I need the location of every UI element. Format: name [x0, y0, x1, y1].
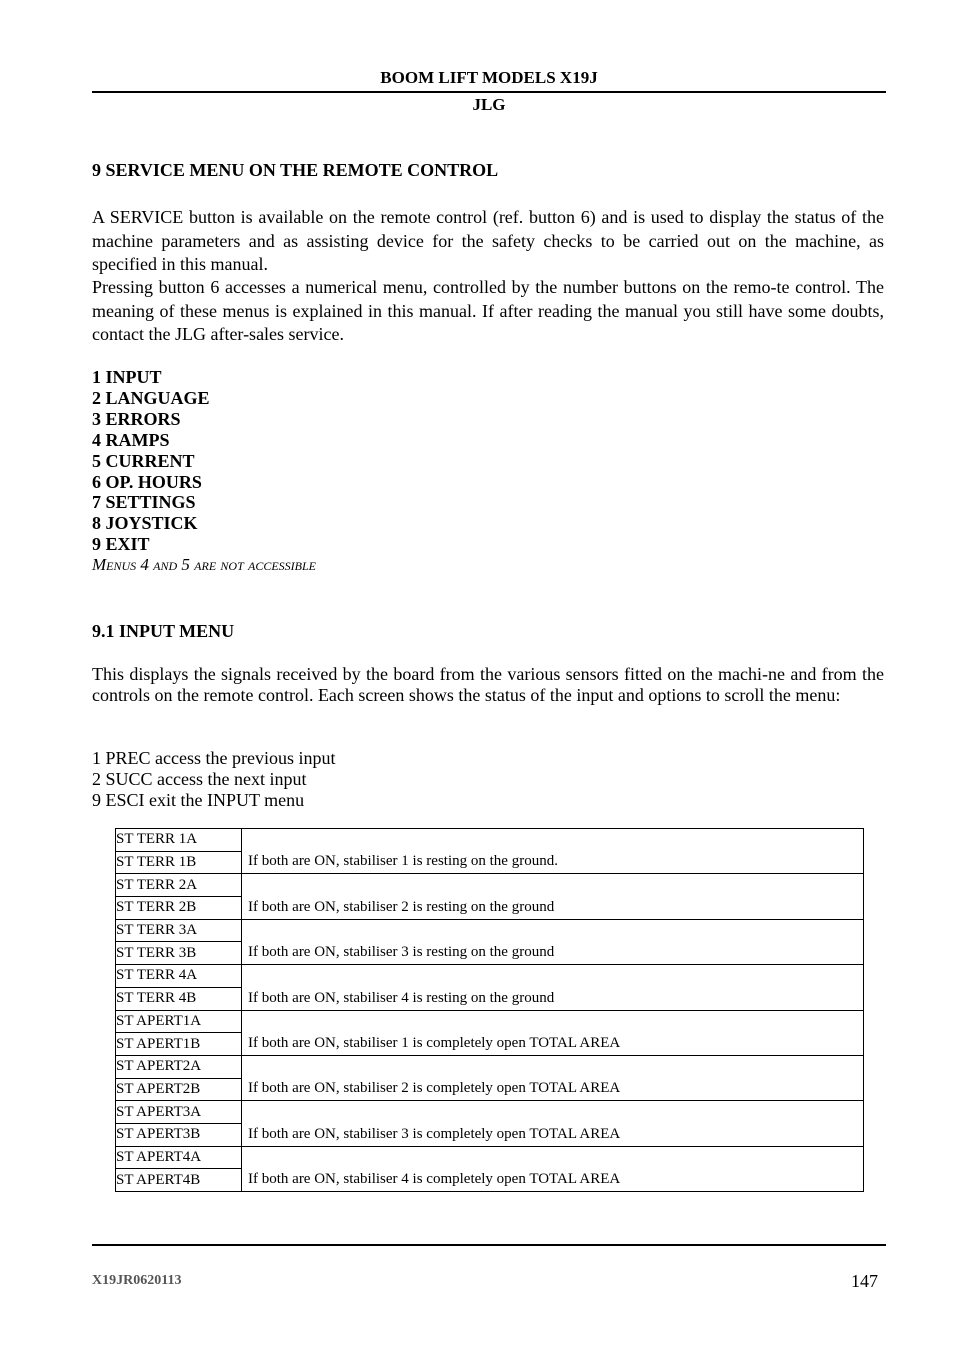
table-row	[116, 1055, 864, 1078]
section-9-heading: 9 SERVICE MENU ON THE REMOTE CONTROL	[92, 160, 499, 180]
signal-b: ST APERT4B	[116, 1169, 242, 1192]
table-row	[116, 1146, 864, 1169]
option-esci: 9 ESCI exit the INPUT menu	[92, 789, 305, 810]
signal-a: ST APERT1A	[116, 1010, 242, 1033]
section-9-1-heading: 9.1 INPUT MENU	[92, 621, 235, 641]
signal-a: ST APERT4A	[116, 1146, 242, 1169]
signal-b: ST TERR 3B	[116, 942, 242, 965]
option-prec: 1 PREC access the previous input	[92, 748, 336, 768]
table-row	[116, 1010, 864, 1033]
signal-description: If both are ON, stabiliser 2 is completely open TOTAL AREA	[242, 1055, 864, 1100]
table-row	[116, 919, 864, 942]
document-code: X19JR0620113	[92, 1273, 182, 1288]
signal-description: If both are ON, stabiliser 4 is completely open TOTAL AREA	[242, 1146, 864, 1191]
signal-a: ST APERT2A	[116, 1055, 242, 1078]
signal-b: ST APERT3B	[116, 1123, 242, 1146]
signal-a: ST APERT3A	[116, 1101, 242, 1124]
signal-description: If both are ON, stabiliser 1 is completely open TOTAL AREA	[242, 1010, 864, 1055]
signal-a: ST TERR 4A	[116, 965, 242, 988]
header-brand: JLG	[472, 95, 506, 114]
menu-item-op-hours: 6 OP. HOURS	[92, 471, 202, 492]
menu-item-ramps: 4 RAMPS	[92, 429, 170, 450]
page-number: 147	[851, 1271, 878, 1291]
signal-b: ST TERR 2B	[116, 897, 242, 920]
signal-description: If both are ON, stabiliser 1 is resting on the ground.	[242, 829, 864, 874]
section-9-1-paragraph: This displays the signals received by the board from the various sensors fitted on the machi-ne and from the controls on the remote control. Each screen shows the status of the input and options to scroll the menu:	[92, 664, 884, 705]
header-title: BOOM LIFT MODELS X19J	[380, 68, 598, 87]
signal-b: ST APERT1B	[116, 1033, 242, 1056]
input-signals-table	[115, 828, 864, 1192]
signal-b: ST TERR 1B	[116, 851, 242, 874]
signal-a: ST TERR 2A	[116, 874, 242, 897]
signal-b: ST APERT2B	[116, 1078, 242, 1101]
menu-note: Menus 4 and 5 are not accessible	[92, 555, 316, 575]
menu-item-settings: 7 SETTINGS	[92, 492, 196, 513]
signal-a: ST TERR 3A	[116, 919, 242, 942]
table-row	[116, 829, 864, 852]
section-9-paragraph-2: Pressing button 6 accesses a numerical menu, controlled by the number buttons on the remo-te control. The meaning of these menus is explained in this manual. If after reading the manual you still have some doubts, contact the JLG after-sales service.	[92, 277, 884, 344]
menu-item-input: 1 INPUT	[92, 367, 162, 387]
signal-b: ST TERR 4B	[116, 987, 242, 1010]
input-menu-options	[92, 748, 335, 810]
menu-item-current: 5 CURRENT	[92, 450, 195, 471]
signal-description: If both are ON, stabiliser 2 is resting on the ground	[242, 874, 864, 919]
signal-description: If both are ON, stabiliser 4 is resting on the ground	[242, 965, 864, 1010]
header-rule	[92, 91, 886, 93]
table-row	[116, 965, 864, 988]
footer-rule	[92, 1244, 886, 1246]
table-row	[116, 874, 864, 897]
menu-item-exit: 9 EXIT	[92, 534, 150, 555]
signal-a: ST TERR 1A	[116, 829, 242, 852]
service-menu-list	[92, 367, 316, 576]
section-9-paragraph-1: A SERVICE button is available on the remote control (ref. button 6) and is used to display the status of the machine parameters and as assisting device for the safety checks to be carried out on the machine, as specified in this manual.	[92, 207, 884, 274]
menu-item-language: 2 LANGUAGE	[92, 387, 210, 408]
table-row	[116, 1101, 864, 1124]
option-succ: 2 SUCC access the next input	[92, 768, 307, 789]
menu-item-errors: 3 ERRORS	[92, 408, 181, 429]
signal-description: If both are ON, stabiliser 3 is completely open TOTAL AREA	[242, 1101, 864, 1146]
signal-description: If both are ON, stabiliser 3 is resting on the ground	[242, 919, 864, 964]
menu-item-joystick: 8 JOYSTICK	[92, 513, 198, 534]
